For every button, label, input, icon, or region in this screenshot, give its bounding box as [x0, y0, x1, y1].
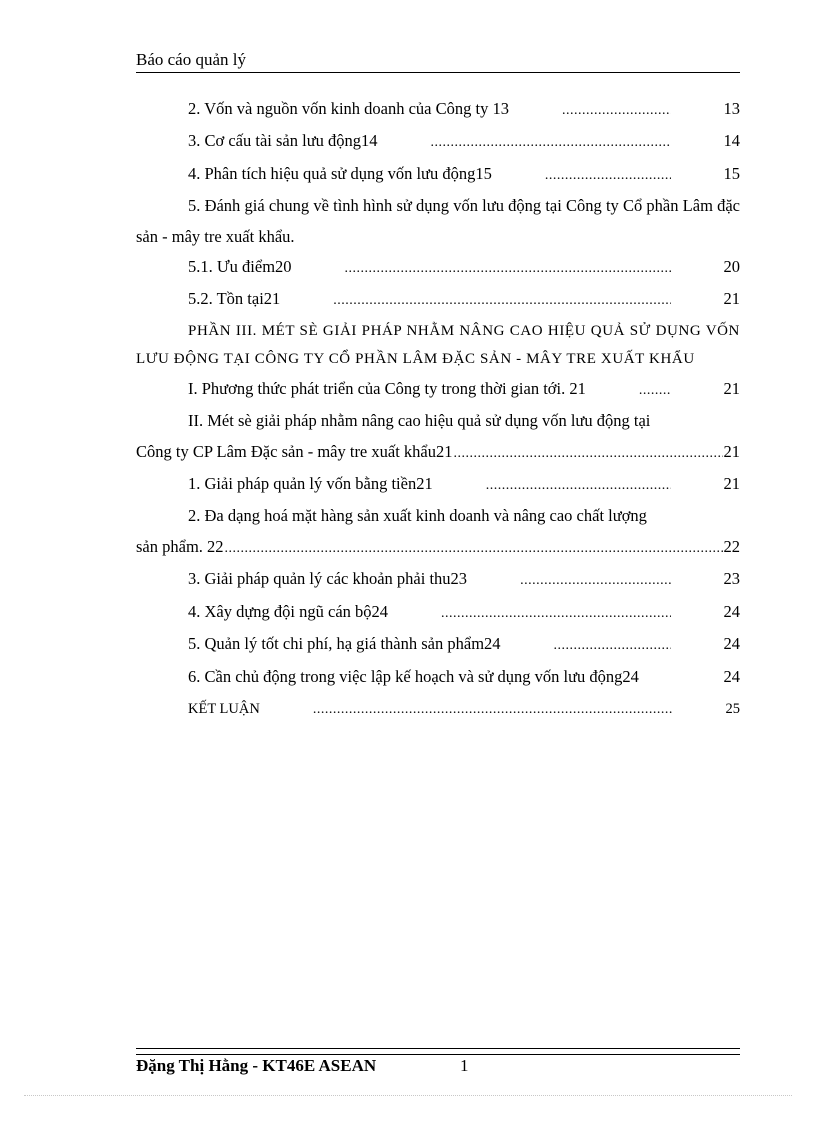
toc-page-number: 24: [723, 666, 740, 686]
dot-leader: [389, 599, 670, 629]
toc-page-number: 25: [725, 700, 740, 717]
toc-entry-text-line2: Công ty CP Lâm Đặc sản - mây tre xuất khẩu21: [136, 441, 453, 461]
toc-entry-text: 1. Giải pháp quản lý vốn bằng tiền21: [188, 474, 433, 494]
toc-entry[interactable]: [136, 126, 740, 158]
toc-entry[interactable]: [136, 662, 740, 694]
toc-entry-text: 4. Phân tích hiệu quả sử dụng vốn lưu động15: [188, 163, 492, 183]
toc-section-heading[interactable]: [136, 317, 740, 374]
toc-entry[interactable]: [136, 501, 740, 564]
dot-leader: [225, 534, 723, 564]
toc-entry[interactable]: [136, 159, 740, 191]
toc-page-number: 24: [723, 601, 740, 621]
toc-entry-text: 5. Quản lý tốt chi phí, hạ giá thành sản phẩm24: [188, 634, 501, 654]
dot-leader: [379, 128, 671, 158]
toc-page-number: 22: [723, 536, 740, 556]
toc-entry[interactable]: [136, 94, 740, 126]
page-header: [136, 50, 740, 73]
dot-leader: [510, 96, 671, 126]
toc-entry-text: 3. Giải pháp quản lý các khoản phải thu23: [188, 569, 468, 589]
dot-leader: [640, 664, 671, 694]
toc-page-number: 23: [723, 569, 740, 589]
dot-leader: [587, 376, 671, 406]
dot-leader: [281, 286, 670, 316]
toc-entry[interactable]: [136, 284, 740, 316]
dot-leader: [293, 254, 671, 284]
header-title: Báo cáo quản lý: [136, 50, 246, 69]
dot-leader: [261, 695, 673, 725]
toc-entry[interactable]: [136, 564, 740, 596]
dot-leader: [468, 566, 670, 596]
toc-entry-text: 5.1. Ưu điểm20: [188, 257, 292, 277]
toc-page-number: 15: [723, 163, 740, 183]
toc-page-number: 20: [723, 257, 740, 277]
toc-entry-text: 2. Vốn và nguồn vốn kinh doanh của Công ty 13: [188, 99, 509, 118]
toc-entry[interactable]: [136, 406, 740, 469]
toc-entry-text: KẾT LUẬN: [188, 700, 260, 717]
toc-entry[interactable]: [136, 694, 740, 725]
footer-divider: [136, 1048, 740, 1055]
toc-page-number: 21: [723, 289, 740, 309]
dot-leader: [454, 439, 723, 469]
footer-page-number: 1: [460, 1056, 469, 1075]
toc-entry[interactable]: [136, 191, 740, 252]
dot-leader: [502, 631, 671, 661]
toc-entry-text: 5. Đánh giá chung về tình hình sử dụng vốn lưu động tại Công ty Cổ phần Lâm đặc sản - mây tre xuất khẩu.: [136, 196, 740, 246]
footer-author: Đặng Thị Hằng - KT46E ASEAN: [136, 1056, 377, 1075]
dot-leader: [493, 161, 671, 191]
toc-page-number: 21: [723, 441, 740, 461]
toc-entry-text: 3. Cơ cấu tài sản lưu động14: [188, 131, 378, 151]
toc-entry-text: I. Phương thức phát triển của Công ty trong thời gian tới. 21: [188, 378, 586, 398]
toc-entry-text: 6. Cần chủ động trong việc lập kế hoạch và sử dụng vốn lưu động24: [188, 666, 639, 686]
toc-page-number: 21: [723, 378, 740, 398]
toc-entry[interactable]: [136, 252, 740, 284]
toc-entry[interactable]: [136, 597, 740, 629]
toc-entry-text: PHẦN III. MÉT SÈ GIẢI PHÁP NHẰM NÂNG CAO HIỆU QUẢ SỬ DỤNG VỐN LƯU ĐỘNG TẠI CÔNG TY CỔ PHẦN LÂM ĐẶC SẢN - MÂY TRE XUẤT KHẨU: [136, 322, 740, 368]
dot-leader: [434, 471, 671, 501]
toc-page-number: 24: [723, 634, 740, 654]
toc-entry-text: 5.2. Tồn tại21: [188, 289, 281, 309]
toc-entry-text-line1: II. Mét sè giải pháp nhằm nâng cao hiệu quả sử dụng vốn lưu động tại: [188, 411, 651, 431]
toc-entry[interactable]: [136, 629, 740, 661]
toc-entry-text-line2: sản phẩm. 22: [136, 536, 224, 556]
toc-page-number: 14: [723, 131, 740, 151]
toc-entry-text-line1: 2. Đa dạng hoá mặt hàng sản xuất kinh doanh và nâng cao chất lượng: [188, 506, 647, 526]
toc-entry[interactable]: [136, 374, 740, 406]
toc-page-number: 13: [723, 99, 740, 118]
toc-entry[interactable]: [136, 469, 740, 501]
page-boundary: [24, 1095, 792, 1096]
toc-page-number: 21: [723, 474, 740, 494]
toc-entry-text: 4. Xây dựng đội ngũ cán bộ24: [188, 601, 389, 621]
table-of-contents: [136, 94, 740, 725]
